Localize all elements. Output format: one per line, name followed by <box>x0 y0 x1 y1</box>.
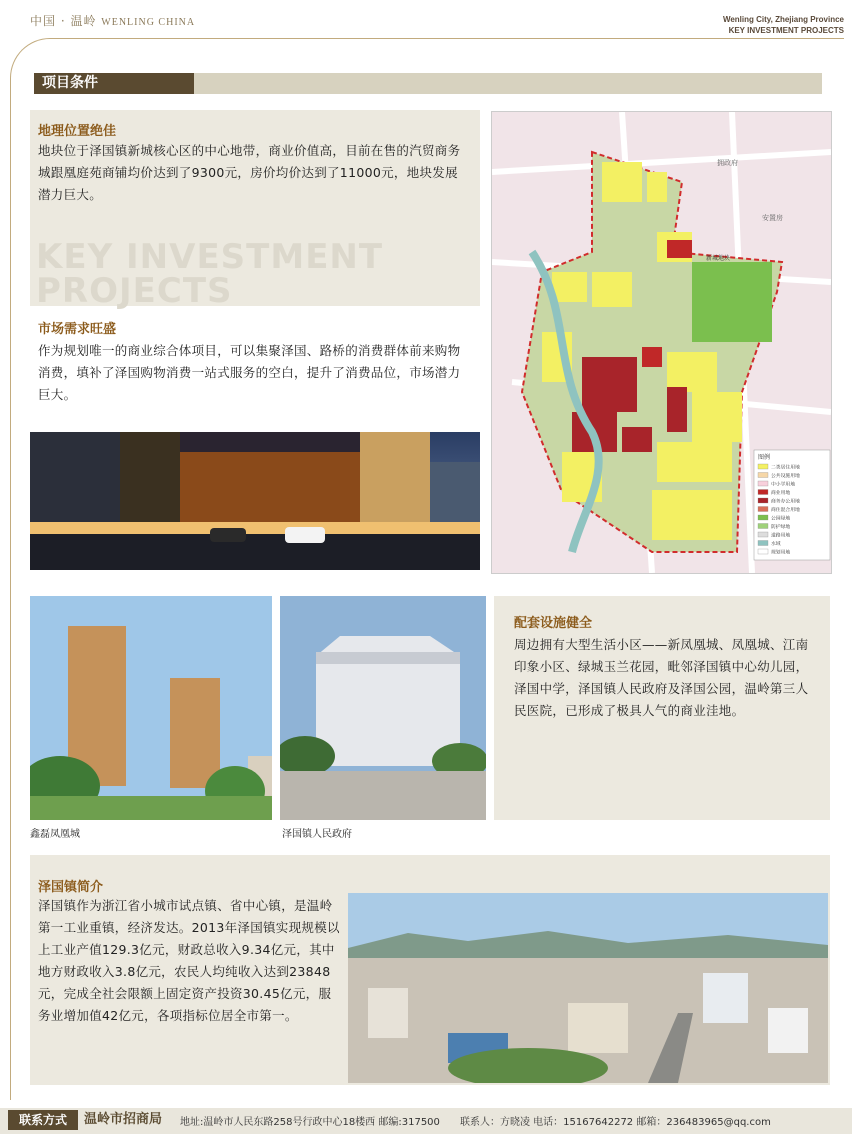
legend-swatch <box>758 515 768 520</box>
town-aerial-photo <box>348 893 828 1083</box>
footer-address: 地址:温岭市人民东路258号行政中心18楼西 邮编:317500 <box>180 1117 440 1128</box>
legend-swatch <box>758 473 768 478</box>
footer-contact: 联系人：方晓凌 电话：15167642272 邮箱：236483965@qq.com <box>460 1117 771 1128</box>
legend-item: 水域 <box>771 542 781 548</box>
map-label-b: 安置房 <box>762 214 783 222</box>
legend-item: 防护绿地 <box>771 525 791 531</box>
legend-swatch <box>758 541 768 546</box>
photo-phoenix-city <box>30 596 272 820</box>
legend-swatch <box>758 490 768 495</box>
legend-item: 公园绿地 <box>771 516 791 522</box>
facilities-text: 周边拥有大型生活小区——新凤凰城、凤凰城、江南印象小区、绿城玉兰花园，毗邻泽国镇中心幼儿园，泽国中学，泽国镇人民政府及泽国公园，温岭第三人民医院，已形成了极具人气的商业洼地。 <box>514 637 809 718</box>
legend-item: 道路用地 <box>771 533 791 539</box>
planning-map <box>491 111 832 574</box>
legend-title: 图例 <box>758 454 771 461</box>
caption-government: 泽国镇人民政府 <box>282 829 352 840</box>
intro-text: 泽国镇作为浙江省小城市试点镇、省中心镇，是温岭第一工业重镇，经济发达。2013年泽国镇实现规模以上工业产值129.3亿元，财政总收入9.34亿元，其中地方财政收入3.8亿元，农民人均纯收入达到23848元，完成全社会限额上固定资产投资30.45亿元，服务业增加值42亿元，各项指标位居全市第一。 <box>38 898 340 1023</box>
facilities-title: 配套设施健全 <box>514 616 593 631</box>
section-title: 项目条件 <box>34 73 194 94</box>
header-right-line1: Wenling City, Zhejiang Province <box>722 15 844 24</box>
header-right-line2: KEY INVESTMENT PROJECTS <box>728 26 844 35</box>
legend-swatch <box>758 464 768 469</box>
intro-title: 泽国镇简介 <box>38 880 104 895</box>
legend-item: 商业用地 <box>771 491 791 497</box>
legend-swatch <box>758 481 768 486</box>
legend-item: 商务办公用地 <box>771 499 800 505</box>
legend-swatch <box>758 549 768 554</box>
mall-photo <box>30 432 480 570</box>
location-text: 地块位于泽国镇新城核心区的中心地带，商业价值高，目前在售的汽贸商务城跟凰庭苑商铺均价达到了9300元，房价均价达到了11000元，地块发展潜力巨大。 <box>38 143 461 202</box>
legend-item: 商住混合用地 <box>771 508 800 514</box>
watermark-line1: KEY INVESTMENT <box>36 237 384 277</box>
market-title: 市场需求旺盛 <box>38 322 117 337</box>
legend-item: 二类居住用地 <box>771 465 800 471</box>
map-label-a: 拥政府 <box>717 159 738 167</box>
legend-swatch <box>758 498 768 503</box>
footer-org: 温岭市招商局 <box>84 1112 163 1127</box>
legend-swatch <box>758 524 768 529</box>
market-text: 作为规划唯一的商业综合体项目，可以集聚泽国、路桥的消费群体前来购物消费，填补了泽国购物消费一站式服务的空白，提升了消费品位，市场潜力巨大。 <box>38 343 461 402</box>
legend-item: 中小学用地 <box>771 482 795 488</box>
legend-item: 规划用地 <box>771 550 791 556</box>
watermark-line2: PROJECTS <box>36 271 233 311</box>
location-title: 地理位置绝佳 <box>38 124 117 139</box>
header-en: WENLING CHINA <box>101 17 196 28</box>
legend-swatch <box>758 507 768 512</box>
photo-government <box>280 596 486 820</box>
footer-tag: 联系方式 <box>8 1110 78 1130</box>
header-left <box>30 12 195 29</box>
header-cn: 中国 · 温岭 <box>30 14 97 28</box>
watermark <box>36 237 384 311</box>
legend-swatch <box>758 532 768 537</box>
map-label-c: 新城地块 <box>706 255 731 262</box>
legend-item: 公共设施用地 <box>771 474 800 480</box>
caption-phoenix-city: 鑫磊凤凰城 <box>30 829 80 840</box>
header-right <box>723 14 844 36</box>
